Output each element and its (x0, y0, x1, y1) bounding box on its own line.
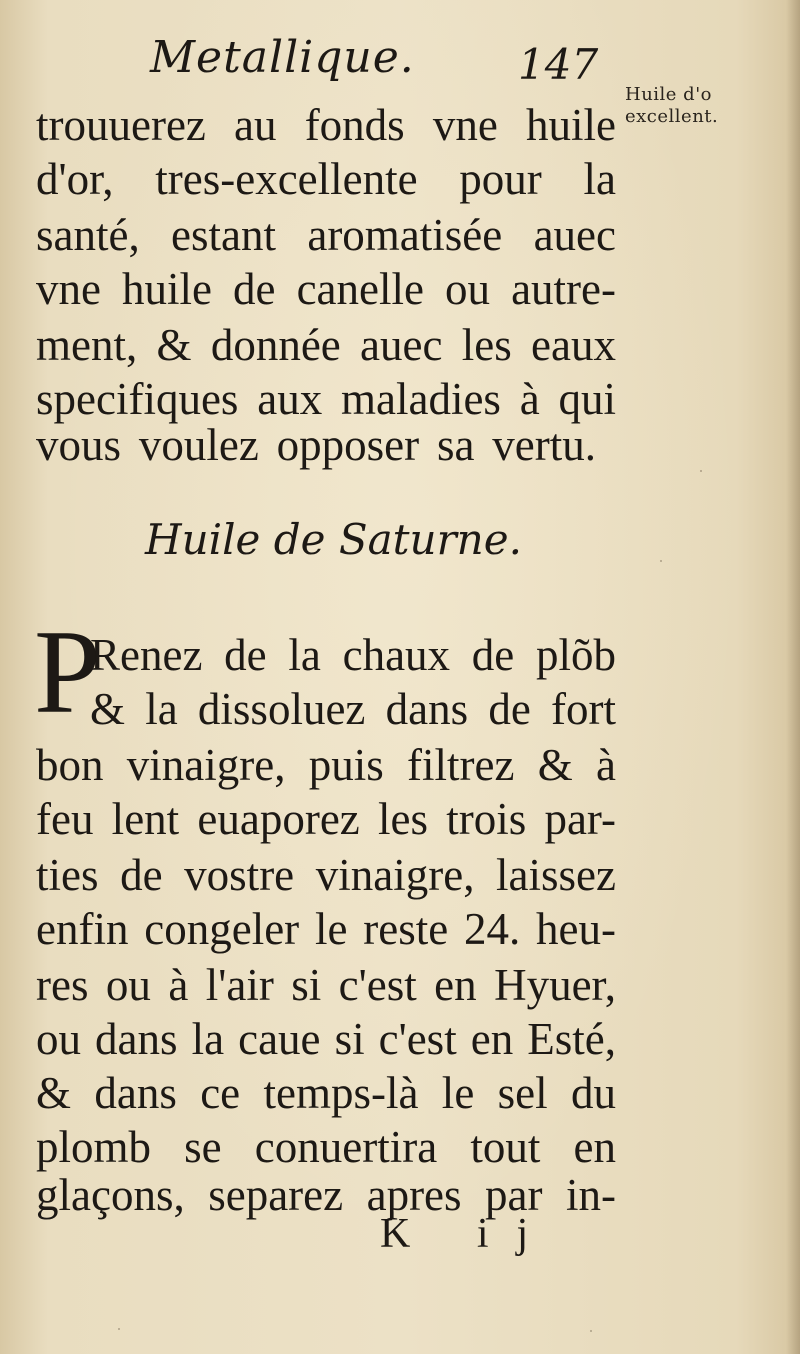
running-title: Metallique. (150, 32, 415, 83)
text-line: bon vinaigre, puis filtrez & à (36, 740, 616, 790)
text-line: vne huile de canelle ou autre- (36, 264, 616, 314)
margin-note (625, 84, 775, 128)
text-line: specifiques aux maladies à qui (36, 374, 616, 424)
paper-speck (590, 1330, 592, 1332)
text-line: ou dans la caue si c'est en Esté, (36, 1014, 616, 1064)
text-line: res ou à l'air si c'est en Hyuer, (36, 960, 616, 1010)
text-line: & dans ce temps-là le sel du (36, 1068, 616, 1118)
text-line: & la dissoluez dans de fort (90, 684, 616, 734)
margin-note-line: excellent. (625, 106, 719, 127)
text-line: ties de vostre vinaigre, laissez (36, 850, 616, 900)
text-line: trouuerez au fonds vne huile (36, 100, 616, 150)
paper-speck (660, 560, 662, 562)
text-line: glaçons, separez apres par in- (36, 1170, 616, 1220)
text-line: plomb se conuertira tout en (36, 1122, 616, 1172)
text-line: ment, & donnée auec les eaux (36, 320, 616, 370)
paper-speck (118, 1328, 120, 1330)
section-heading: Huile de Saturne. (145, 515, 522, 564)
page-edge-shadow (786, 0, 800, 1354)
text-line: santé, estant aromatisée auec (36, 210, 616, 260)
signature-mark: K ij (380, 1211, 557, 1257)
text-line: Renez de la chaux de plõb (90, 630, 616, 680)
paper-speck (700, 470, 702, 472)
margin-note-line: Huile d'o (625, 84, 712, 105)
text-line: enfin congeler le reste 24. heu- (36, 904, 616, 954)
page-number: 147 (518, 40, 599, 89)
text-line: d'or, tres-excellente pour la (36, 154, 616, 204)
text-line: vous voulez opposer sa vertu. (36, 420, 596, 470)
text-line: feu lent euaporez les trois par- (36, 794, 616, 844)
drop-cap: P (34, 605, 101, 738)
